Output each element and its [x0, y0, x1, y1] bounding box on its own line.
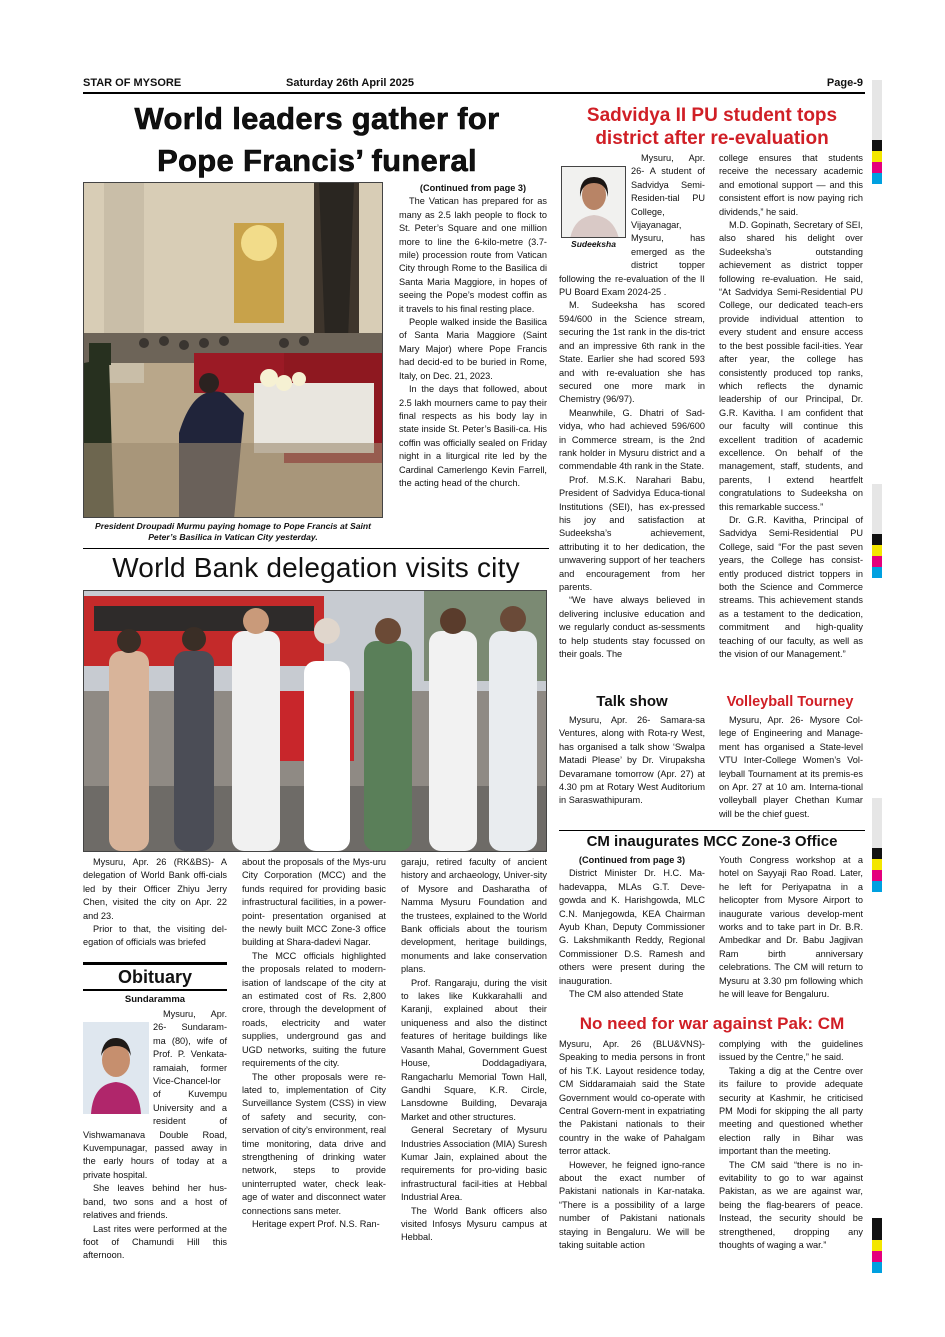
sadvidya-headline	[559, 104, 865, 150]
worldbank-delegation-photo	[83, 590, 547, 852]
sudeeksha-caption: Sudeeksha	[571, 239, 616, 249]
talkshow-heading: Talk show	[596, 693, 668, 710]
obituary-float-spacer	[83, 1020, 153, 1128]
obituary-paragraph-text: Mysuru, Apr. 26- Sundaram-ma (80), wife of Prof. P. Venkata-ramaiah, former Vice-Chancel-lor of Kuvempu University and a resident of Vishwamanava Double Road, Kuvempunagar, passed away in the early hours of today at a private hospital.	[83, 1009, 227, 1180]
pope-caption-line1: President Droupadi Murmu paying homage to Pope Francis at Saint	[95, 521, 371, 531]
worldbank-paragraph: about the proposals of the Mys-uru City Corporation (MCC) and the funds required for providing basic infrastructural facilities, in a power-point- presentation organised at the newly built MCC Zone-3 office building at Shara-dadevi Nagar.	[242, 857, 386, 948]
volleyball-heading: Volleyball Tourney	[726, 694, 854, 710]
pak-paragraph: However, he feigned igno-rance about the exact number of Pakistani nationals in Kar-nataka. “There is a possibility of a large number of Pakistani nationals staying in Bengaluru. We will be taking suitable action	[559, 1159, 705, 1251]
pope-article-body	[399, 182, 547, 490]
masthead	[83, 76, 863, 92]
obituary-body	[83, 1008, 227, 1263]
sadvidya-paragraph	[559, 152, 705, 299]
masthead-page: Page-9	[826, 77, 863, 89]
pope-paragraph: People walked inside the Basilica of Santa Maria Maggiore (Saint Mary Major) where Pope Francis had decid-ed to be buried in Rome, Italy, on Dec. 21, 2023.	[399, 317, 547, 381]
pak-col2	[719, 1038, 863, 1253]
obituary-name: Sundaramma	[124, 994, 186, 1005]
sadvidya-paragraph: Meanwhile, G. Dhatri of Sad-vidya, who had achieved 596/600 in Commerce stream, is the 2nd rank holder in Mysuru district and a commendable 4th rank in the State.	[559, 407, 705, 472]
talkshow-paragraph: Mysuru, Apr. 26- Samara-sa Ventures, along with Rota-ry West, has organised a talk show ‘Swalpa Matadi Please’ by Dr. Virupaksha Devaramane tomorrow (Apr. 27) at 4.30 pm at Rotary West Auditorium in Saraswathipuram.	[559, 715, 705, 806]
mcc-paragraph: Youth Congress workshop at a hotel on Sayyaji Rao Road. Later, he left for Periyapatna in a helicopter from Mysore Airport to inaugurate various develop-ment works and to take part in Dr. B.R. Ambedkar and Dr. Babu Jagjivan Ram birth anniversary celebrations. The CM will return to Mysuru at 3.30 pm following which he will leave for Bengaluru.	[719, 855, 863, 1000]
registration-marks-mid	[872, 484, 882, 578]
worldbank-paragraph: Mysuru, Apr. 26 (RK&BS)- A delegation of World Bank offi-cials led by their Officer Zhiyu Jerry Chen, visited the city on Apr. 22 and 23.	[83, 857, 227, 921]
pak-heading: No need for war against Pak: CM	[579, 1014, 845, 1033]
delegation-street-image	[84, 591, 547, 852]
basilica-scene-image	[84, 183, 383, 518]
sadvidya-col1	[559, 152, 705, 661]
worldbank-paragraph: The MCC officials highlighted the proposals related to modern-isation of landscape of the city at an estimated cost of Rs. 2,800 crore, through the development of roads, electricity and water supplies, underground gas and UGD networks, suiting the future requirements of the city.	[242, 950, 386, 1069]
pak-paragraph: The CM said “there is no in-evitability to go to war against Pakistan, as we are against war, being the flag-bearers of peace. Instead, the security should be strengthened, dropping any thoughts of waging a war.”	[719, 1159, 863, 1251]
worldbank-paragraph: The World Bank officers also visited Infosys Mysuru campus at Hebbal.	[401, 1205, 547, 1243]
sadvidya-float-spacer	[559, 165, 631, 261]
obituary-top-rule	[83, 962, 227, 965]
worldbank-paragraph: Prior to that, the visiting del-egation of officials was briefed	[83, 924, 227, 948]
masthead-date: Saturday 26th April 2025	[286, 77, 414, 89]
obituary-bottom-rule	[83, 989, 227, 991]
pak-paragraph: Mysuru, Apr. 26 (BLU&VNS)- Speaking to media persons in front of his T.K. Layout residence today, CM Siddaramaiah said the State Government would co-operate with Central Govern-ment in expatriating the Pakistani nationals to their country in the wake of Pahalgam terror attack.	[559, 1039, 705, 1157]
worldbank-paragraph: The other proposals were re-lated to, implementation of City Surveillance System (CSS) in view of safety and security, con-servation of city’s environment, real time monitoring, data drive and strengthening of drinking water network, steps to provide uninterrupted water, check leak-age of water and disconnect water connections sans meter.	[242, 1071, 386, 1216]
sadvidya-paragraph: Dr. G.R. Kavitha, Principal of Sadvidya Semi-Residential PU College, said “For the past seven years, the College has consist-ently produced district toppers in both the Science and Commerce streams. This achievement stands as a testament to the dedication, commitment and high-quality teaching of our faculty, as well as the vision of our Management.”	[719, 514, 863, 660]
sadvidya-headline-line2: district after re-evaluation	[595, 128, 829, 149]
mcc-heading: CM inaugurates MCC Zone-3 Office	[586, 833, 838, 850]
worldbank-paragraph: Heritage expert Prof. N.S. Ran-	[252, 1218, 380, 1229]
sadvidya-headline-line1: Sadvidya II PU student tops	[586, 105, 838, 126]
pope-headline-line1: World leaders gather for	[134, 101, 500, 136]
pope-continued-note: (Continued from page 3)	[419, 183, 527, 193]
obituary-paragraph: Last rites were performed at the foot of Chamundi Hill this afternoon.	[83, 1223, 227, 1261]
mcc-col1	[559, 854, 705, 1001]
sadvidya-paragraph: college ensures that students receive the necessary academic and emotional support — and this consistent effort is now paying rich dividends,” he said.	[719, 153, 863, 217]
worldbank-col1	[83, 856, 227, 950]
mcc-continued-note: (Continued from page 3)	[578, 855, 686, 865]
mcc-paragraph: District Minister Dr. H.C. Ma-hadevappa, MLAs G.T. Deve-gowda and K. Harishgowda, MLC C.N. Manjegowda, KEA Chairman Ayub Khan, Deputy Commissioner G. Lakshmikanth Reddy, Regional Commissioner D.S. Ramesh and others were present during the inauguration.	[559, 868, 705, 986]
registration-marks-top	[872, 80, 882, 184]
worldbank-paragraph: garaju, retired faculty of ancient history and archaeology, Univer-sity of Mysore and Dasharatha of Namma Mysuru Foundation and the trustees, explained to the World Bank officials about the tourism development, heritage buildings, monuments and lake conservation plans.	[401, 857, 547, 975]
sadvidya-col2	[719, 152, 863, 661]
pope-paragraph: In the days that followed, about 2.5 lakh mourners came to pay their final respects as his body lay in state inside St. Peter’s Basili-ca. His coffin was officially sealed on Friday night in a liturgical rite led by the Cardinal Camerlengo Kevin Farrell, the acting head of the church.	[399, 384, 547, 488]
sadvidya-paragraph: M.D. Gopinath, Secretary of SEI, also shared his delight over Sudeeksha’s outstanding achievement as district topper following re-evaluation. He said, “At Sadvidya Semi-Residential PU College, our dedicated teach-ers provide individual attention to every student and ensure access to the best possible facil-ities. Year after year, the college has consistently produced top ranks, which reflects the dynamic leadership of our Principal, Dr. G.R. Kavitha. I am confident that our faculty will continue this excellent tradition of academic excellence. On behalf of the management, staff, students, and parents, I extend heartfelt congratulations to Sudeeksha on this remarkable success.”	[719, 220, 863, 512]
volleyball-body	[719, 714, 863, 821]
sadvidya-paragraph: M. Sudeeksha has scored 594/600 in the Science stream, securing the 1st rank in the dis-trict and an impressive 6th rank in the State. Earlier she had scored 593 and with re-evaluation she has secured one more mark in Chemistry (96/97).	[559, 300, 705, 405]
pak-paragraph: complying with the guidelines issued by the Centre,” he said.	[719, 1039, 863, 1063]
registration-marks-bottom	[872, 1218, 882, 1273]
worldbank-col2	[242, 856, 386, 1231]
worldbank-paragraph: Prof. Rangaraju, during the visit to lakes like Kukkarahalli and Karanji, explained about their uniqueness and also the distinct features of heritage buildings like Vasanth Mahal, Government Guest House, Doddagadiyara, Rangacharlu Memorial Town Hall, Gandhi Square, K.R. Circle, Lansdowne Building, Devaraja Market and other structures.	[401, 977, 547, 1122]
obituary-paragraph: She leaves behind her hus-band, two sons and a host of relatives and friends.	[83, 1183, 227, 1221]
worldbank-col3	[401, 856, 547, 1245]
masthead-rule	[83, 92, 865, 94]
pope-photo-caption	[83, 521, 383, 543]
sadvidya-paragraph: “We have always believed in delivering inclusive education and we regularly conduct as-sessments to help students stay focussed on their goals. The	[559, 595, 705, 660]
pope-paragraph: The Vatican has prepared for as many as 2.5 lakh people to flock to St. Peter’s Square and one million more to line the 6-kilo-metre (3.7-mile) procession route from Vatican City through Rome to the Basilica di Santa Maria Maggiore, in hopes of seeing the Pope’s modest coffin as it travels to his final resting place.	[399, 196, 547, 314]
masthead-paper: STAR OF MYSORE	[83, 77, 182, 89]
obituary-heading: Obituary	[117, 967, 192, 987]
talkshow-body	[559, 714, 705, 808]
registration-marks-low	[872, 798, 882, 892]
pak-paragraph: Taking a dig at the Centre over its failure to provide adequate security at Kashmir, he criticised PM Modi for skipping the all party meeting and questioned whether election rally in Bihar was important than the meeting.	[719, 1065, 863, 1157]
pope-headline-line2: Pope Francis’ funeral	[157, 143, 477, 178]
mcc-paragraph: The CM also attended State	[569, 989, 684, 1000]
pope-caption-line2: Peter’s Basilica in Vatican City yesterday.	[148, 532, 318, 542]
sadvidya-paragraph-text: Mysuru, Apr. 26- A student of Sadvidya Semi-Residen-tial PU College, Vijayanagar, Mysuru, has emerged as the district topper following the re-evaluation of the II PU Board Exam 2024-25 .	[559, 153, 705, 298]
sadvidya-paragraph: Prof. M.S.K. Narahari Babu, President of Sadvidya Educa-tional Institutions (SEI), has ex-pressed his joy and satisfaction at Sudeeksha’s achievement, attributing it to her dedication, the unwavering support of her teachers and encouragement from her parents.	[559, 474, 705, 592]
obituary-paragraph	[83, 1008, 227, 1182]
worldbank-headline: World Bank delegation visits city	[112, 552, 520, 583]
section-rule	[83, 548, 549, 549]
mcc-col2	[719, 854, 863, 1001]
worldbank-paragraph: General Secretary of Mysuru Industries Association (MIA) Suresh Kumar Jain, explained about the requirements for pro-viding basic infrastructural facil-ities at Hebbal Industrial Area.	[401, 1125, 547, 1203]
pope-headline	[83, 98, 551, 182]
murmu-homage-photo	[83, 182, 383, 518]
volleyball-paragraph: Mysuru, Apr. 26- Mysore Col-lege of Engineering and Manage-ment has organised a State-level VTU Inter-College Women’s Vol-leyball Tournament at its premis-es on Apr. 27 at 10 am. Interna-tional volleyball player Chethan Kumar will be the chief guest.	[719, 715, 863, 819]
pak-col1	[559, 1038, 705, 1253]
